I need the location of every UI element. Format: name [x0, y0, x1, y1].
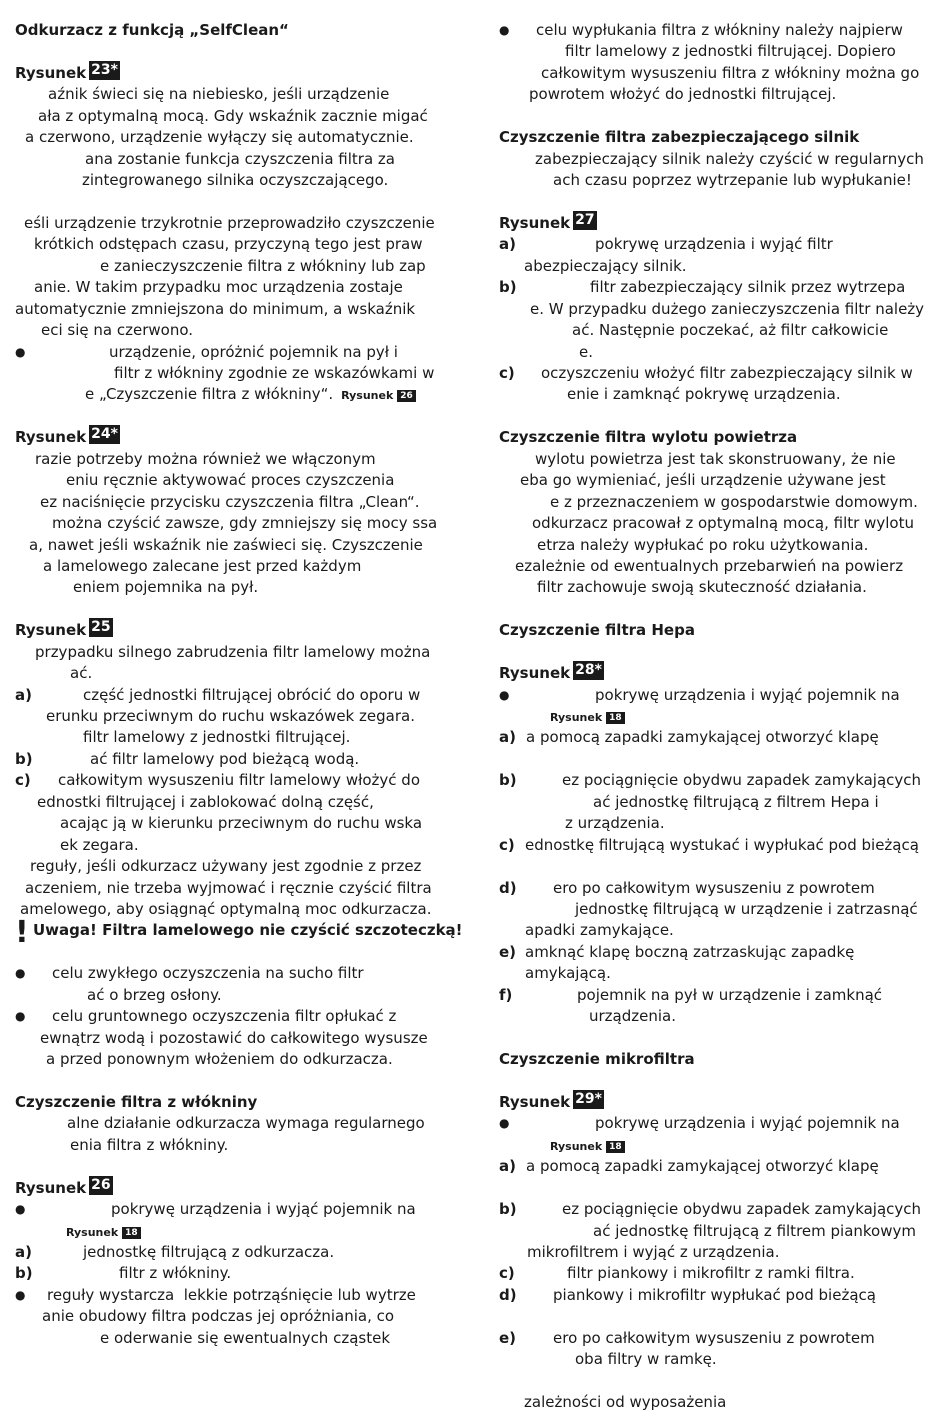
paragraph-text: jednostkę filtrującą w urządzenie i zatrzasnąć	[575, 899, 918, 918]
paragraph-text: ana zostanie funkcja czyszczenia filtra za	[85, 149, 395, 168]
bullet-icon: ●	[15, 966, 26, 981]
bullet-icon: ●	[499, 23, 510, 37]
paragraph-text: eniu ręcznie aktywować proces czyszczenia	[66, 471, 395, 490]
paragraph-text: ała z optymalną mocą. Gdy wskaźnik zacznie migać	[38, 106, 428, 125]
inline-figure-badge: 18	[606, 1141, 625, 1153]
step-text: amknąć klapę boczną zatrzaskując zapadkę	[525, 942, 855, 961]
step-label: a)	[15, 1242, 32, 1261]
step-item	[499, 1156, 939, 1177]
step-item	[499, 1199, 939, 1220]
step-label: e)	[499, 1328, 517, 1347]
text-line	[15, 256, 455, 277]
figure-number-badge: 25	[91, 619, 111, 636]
paragraph-text: e.	[579, 342, 593, 361]
paragraph-text: e. W przypadku dużego zanieczyszczenia filtr należy	[530, 299, 925, 318]
step-item	[499, 985, 939, 1006]
spacer	[499, 1028, 939, 1049]
figure-reference	[499, 1092, 939, 1113]
paragraph-text: e zanieczyszczenie filtra z włókniny lub zap	[100, 256, 426, 275]
figure-reference	[15, 427, 455, 448]
warning-line	[15, 915, 463, 951]
paragraph-text: a lamelowego zalecane jest przed każdym	[43, 556, 362, 575]
text-line	[15, 384, 455, 405]
paragraph-text: z urządzenia.	[565, 814, 665, 833]
bullet-icon: ●	[15, 344, 26, 359]
step-item	[499, 1328, 939, 1349]
paragraph-text: apadki zamykające.	[525, 921, 674, 940]
text-line	[499, 492, 939, 513]
text-line	[15, 234, 455, 255]
text-line	[499, 384, 939, 405]
warning-icon: !	[15, 915, 29, 951]
step-text: a pomocą zapadki zamykającej otworzyć klapę	[526, 1157, 879, 1176]
section-heading	[499, 427, 939, 448]
text-line	[499, 41, 939, 62]
text-line	[15, 835, 455, 856]
paragraph-text: oba filtry w ramkę.	[575, 1350, 717, 1369]
step-item	[499, 363, 939, 384]
step-label: b)	[15, 749, 33, 768]
step-text: ać filtr lamelowy pod bieżącą wodą.	[90, 749, 360, 768]
paragraph-text: ać o brzeg osłony.	[87, 985, 222, 1004]
step-label: a)	[499, 235, 516, 254]
paragraph-text: ać jednostkę filtrującą z filtrem piankowym	[593, 1221, 916, 1240]
paragraph-text: można czyścić zawsze, gdy zmniejszy się mocy ssa	[52, 514, 438, 533]
text-line	[499, 813, 939, 834]
paragraph-text: ek zegara.	[60, 835, 139, 854]
spacer	[499, 749, 939, 770]
figure-reference	[15, 1178, 455, 1199]
text-line	[499, 84, 939, 105]
paragraph-text: zintegrowanego silnika oczyszczającego.	[82, 171, 389, 190]
text-line	[499, 1242, 939, 1263]
section-heading	[499, 1049, 939, 1070]
inline-figure-badge: 26	[397, 390, 416, 402]
spacer	[499, 1178, 939, 1199]
step-item	[15, 770, 455, 791]
step-text: ednostkę filtrującą wystukać i wypłukać pod bieżącą	[525, 835, 919, 854]
figure-number-badge: 24*	[91, 426, 118, 443]
paragraph-text: e z przeznaczeniem w gospodarstwie domowym.	[550, 492, 918, 511]
text-line	[15, 1306, 455, 1327]
paragraph-text: amelowego, aby osiągnąć optymalną moc odkurzacza.	[20, 899, 432, 918]
paragraph-text: ednostki filtrującej i zablokować dolną część,	[37, 792, 374, 811]
step-text: ero po całkowitym wysuszeniu z powrotem	[553, 878, 875, 897]
text-line	[499, 1135, 939, 1156]
text-line	[499, 170, 939, 191]
paragraph-text: amykającą.	[525, 964, 611, 983]
section-heading	[15, 20, 455, 41]
step-label: a)	[499, 728, 516, 747]
paragraph-text: a, nawet jeśli wskaźnik nie zaświeci się. Czyszczenie	[29, 535, 423, 554]
text-line	[15, 1113, 455, 1134]
text-line	[15, 170, 455, 191]
figure-number-badge: 28*	[575, 662, 602, 679]
bullet-item	[15, 1006, 455, 1027]
step-text: piankowy i mikrofiltr wypłukać pod bieżącą	[553, 1285, 876, 1304]
text-line	[499, 1349, 939, 1370]
inline-figure-label: Rysunek	[341, 389, 394, 403]
text-line	[15, 1221, 455, 1242]
text-line	[15, 878, 455, 899]
step-label: d)	[499, 1285, 517, 1304]
text-line	[499, 256, 939, 277]
warning-text: Uwaga! Filtra lamelowego nie czyścić szczoteczką!	[33, 921, 463, 940]
text-line	[499, 320, 939, 341]
figure-reference	[15, 63, 455, 84]
step-text: pojemnik na pył w urządzenie i zamknąć	[577, 985, 883, 1004]
step-label: b)	[499, 1200, 517, 1219]
figure-number-badge: 29*	[575, 1090, 602, 1107]
section-heading	[499, 620, 939, 641]
spacer	[15, 1156, 455, 1177]
figure-reference	[499, 213, 939, 234]
spacer	[499, 192, 939, 213]
text-line	[15, 813, 455, 834]
paragraph-text: filtr lamelowy z jednostki filtrującej. Dopiero	[565, 42, 896, 61]
paragraph-text: odkurzacz pracował z optymalną mocą, filtr wylotu	[532, 514, 914, 533]
section-heading-text: Odkurzacz z funkcją „SelfClean“	[15, 21, 289, 39]
step-label: b)	[499, 278, 517, 297]
step-label: c)	[499, 364, 515, 382]
paragraph-text: erunku przeciwnym do ruchu wskazówek zegara.	[46, 707, 415, 725]
text-line	[15, 470, 455, 491]
spacer	[15, 942, 455, 963]
paragraph-text: całkowitym wysuszeniu filtra z włókniny można go	[541, 63, 920, 82]
step-label: f)	[499, 985, 513, 1004]
paragraph-text: eśli urządzenie trzykrotnie przeprowadziło czyszczenie	[24, 213, 435, 232]
inline-figure-label: Rysunek	[550, 711, 603, 724]
text-line	[15, 127, 455, 148]
step-item	[499, 234, 939, 255]
text-line	[499, 535, 939, 556]
paragraph-text: ez naciśnięcie przycisku czyszczenia filtra „Clean“.	[40, 492, 420, 511]
bullet-item	[499, 1113, 939, 1134]
text-line	[15, 792, 455, 813]
spacer	[15, 406, 455, 427]
text-line	[15, 106, 455, 127]
text-line	[15, 535, 455, 556]
figure-label: Rysunek	[499, 1092, 571, 1111]
step-item	[499, 1263, 939, 1284]
step-text: oczyszczeniu włożyć filtr zabezpieczający silnik w	[541, 364, 913, 382]
step-text: część jednostki filtrującej obrócić do oporu w	[83, 685, 421, 704]
paragraph-text: przypadku silnego zabrudzenia filtr lamelowy można	[35, 642, 431, 661]
paragraph-text: a czerwono, urządzenie wyłączy się automatycznie.	[25, 128, 414, 147]
bullet-text: celu wypłukania filtra z włókniny należy najpierw	[536, 21, 903, 39]
text-line	[499, 577, 939, 598]
paragraph-text: aczeniem, nie trzeba wyjmować i ręcznie czyścić filtra	[25, 878, 432, 897]
inline-figure-label: Rysunek	[550, 1139, 603, 1153]
spacer	[15, 41, 455, 62]
inline-figure-reference	[550, 1135, 625, 1157]
figure-label: Rysunek	[15, 1178, 87, 1197]
figure-label: Rysunek	[499, 213, 571, 232]
paragraph-text: mikrofiltrem i wyjąć z urządzenia.	[527, 1242, 780, 1261]
section-heading-text: Czyszczenie filtra Hepa	[499, 621, 695, 640]
paragraph-text: reguły, jeśli odkurzacz używany jest zgodnie z przez	[30, 857, 422, 876]
text-line	[15, 856, 455, 877]
section-heading	[15, 1092, 455, 1113]
paragraph-text: filtr z włókniny zgodnie ze wskazówkami w	[114, 364, 435, 382]
spacer	[499, 856, 939, 877]
paragraph-with-reference	[85, 384, 416, 406]
inline-figure-badge: 18	[606, 712, 625, 724]
step-item	[499, 770, 939, 791]
figure-label: Rysunek	[499, 664, 571, 683]
left-column	[15, 20, 463, 1349]
paragraph-text: urządzenia.	[589, 1007, 676, 1026]
figure-reference	[15, 620, 455, 641]
inline-figure-reference	[66, 1221, 141, 1243]
text-line	[499, 63, 939, 84]
paragraph-text: etrza należy wypłukać po roku użytkowania.	[537, 535, 869, 554]
paragraph-text: ać.	[70, 664, 93, 683]
bullet-text: urządzenie, opróżnić pojemnik na pył i	[109, 342, 398, 361]
step-item	[499, 942, 939, 963]
section-heading-text: Czyszczenie mikrofiltra	[499, 1050, 695, 1068]
text-line	[15, 277, 455, 298]
paragraph-text: eci się na czerwono.	[41, 321, 194, 340]
figure-number-badge: 27	[575, 211, 595, 228]
inline-figure-reference	[550, 706, 625, 728]
spacer	[499, 406, 939, 427]
bullet-text: celu gruntownego oczyszczenia filtr opłukać z	[52, 1007, 397, 1026]
section-heading	[499, 127, 939, 148]
text-line	[15, 706, 455, 727]
bullet-text: pokrywę urządzenia i wyjąć pojemnik na	[595, 1114, 900, 1133]
step-label: b)	[499, 771, 517, 790]
step-label: b)	[15, 1264, 33, 1283]
step-item	[15, 1263, 455, 1284]
step-text: a pomocą zapadki zamykającej otworzyć klapę	[526, 728, 879, 747]
paragraph-text: eniem pojemnika na pył.	[73, 578, 259, 597]
step-text: filtr zabezpieczający silnik przez wytrzepa	[590, 278, 906, 297]
paragraph-text: enia filtra z włókniny.	[70, 1135, 229, 1154]
spacer	[499, 1070, 939, 1091]
paragraph-text: anie obudowy filtra podczas jej opróżniania, co	[42, 1307, 395, 1326]
spacer	[15, 599, 455, 620]
text-line	[15, 513, 455, 534]
figure-label: Rysunek	[15, 63, 87, 82]
text-line	[15, 1328, 455, 1349]
figure-number-badge: 23*	[91, 61, 118, 78]
text-line	[15, 449, 455, 470]
text-line	[499, 963, 939, 984]
figure-reference	[499, 663, 939, 684]
paragraph-text: ach czasu poprzez wytrzepanie lub wypłukanie!	[553, 171, 912, 190]
paragraph-text: ać. Następnie poczekać, aż filtr całkowicie	[572, 321, 889, 340]
text-line	[499, 920, 939, 941]
text-line	[15, 84, 455, 105]
step-label: d)	[499, 878, 517, 897]
step-item	[15, 749, 455, 770]
text-line	[15, 363, 455, 384]
paragraph-text: filtr zachowuje swoją skuteczność działania.	[537, 578, 867, 597]
section-heading-text: Czyszczenie filtra zabezpieczającego silnik	[499, 128, 860, 147]
step-label: c)	[499, 835, 515, 854]
paragraph-text: a przed ponownym włożeniem do odkurzacza.	[46, 1050, 393, 1068]
step-label: e)	[499, 942, 517, 961]
step-text: filtr z włókniny.	[119, 1264, 232, 1283]
text-line	[15, 1049, 455, 1070]
step-label: c)	[15, 771, 31, 790]
text-line	[499, 706, 939, 727]
bullet-icon: ●	[499, 1116, 510, 1131]
right-column	[499, 20, 939, 1413]
inline-figure-badge: 18	[122, 1227, 141, 1239]
text-line	[499, 1006, 939, 1027]
text-line	[15, 577, 455, 598]
text-line	[499, 149, 939, 170]
section-heading-text: Czyszczenie filtra wylotu powietrza	[499, 428, 798, 447]
spacer	[15, 1070, 455, 1091]
bullet-item	[499, 685, 939, 706]
paragraph-text: abezpieczający silnik.	[524, 256, 687, 275]
step-item	[499, 878, 939, 899]
text-line	[15, 1135, 455, 1156]
step-item	[15, 685, 455, 706]
inline-figure-label: Rysunek	[66, 1225, 119, 1239]
text-line	[499, 449, 939, 470]
text-line	[499, 513, 939, 534]
spacer	[499, 1306, 939, 1327]
text-line	[15, 213, 455, 234]
step-text: ero po całkowitym wysuszeniu z powrotem	[553, 1328, 875, 1347]
text-line	[15, 1028, 455, 1049]
paragraph-text: enie i zamknąć pokrywę urządzenia.	[567, 385, 841, 404]
bullet-text: pokrywę urządzenia i wyjąć pojemnik na	[595, 685, 900, 704]
paragraph-text: aźnik świeci się na niebiesko, jeśli urządzenie	[48, 85, 390, 104]
figure-label: Rysunek	[15, 428, 87, 447]
bullet-text: pokrywę urządzenia i wyjąć pojemnik na	[111, 1200, 416, 1219]
paragraph-text: zależności od wyposażenia	[524, 1393, 727, 1411]
text-line	[15, 899, 455, 920]
step-item	[15, 1242, 455, 1263]
paragraph-text: e „Czyszczenie filtra z włókniny“.	[85, 385, 334, 404]
paragraph-text: acając ją w kierunku przeciwnym do ruchu wska	[60, 814, 423, 833]
paragraph-text: zabezpieczający silnik należy czyścić w regularnych	[535, 149, 924, 168]
step-text: ez pociągnięcie obydwu zapadek zamykających	[562, 1200, 922, 1219]
spacer	[15, 192, 455, 213]
step-item	[499, 277, 939, 298]
text-line	[499, 342, 939, 363]
bullet-item	[15, 1199, 455, 1220]
bullet-text: celu zwykłego oczyszczenia na sucho filtr	[52, 964, 364, 983]
paragraph-text: razie potrzeby można również we włączonym	[35, 449, 376, 468]
paragraph-text: ezależnie od ewentualnych przebarwień na powierz	[515, 556, 904, 575]
text-line	[499, 470, 939, 491]
text-line	[15, 492, 455, 513]
step-label: a)	[15, 685, 32, 704]
step-text: pokrywę urządzenia i wyjąć filtr	[595, 235, 833, 254]
text-line	[15, 320, 455, 341]
spacer	[499, 106, 939, 127]
text-line	[499, 556, 939, 577]
figure-label: Rysunek	[15, 621, 87, 640]
text-line	[15, 299, 455, 320]
bullet-icon: ●	[499, 687, 510, 702]
spacer	[499, 599, 939, 620]
paragraph-text: filtr lamelowy z jednostki filtrującej.	[83, 728, 351, 747]
paragraph-text: wylotu powietrza jest tak skonstruowany, że nie	[535, 449, 896, 468]
paragraph-text: ać jednostkę filtrującą z filtrem Hepa i	[593, 792, 879, 811]
text-line	[15, 985, 455, 1006]
text-line	[499, 792, 939, 813]
step-text: ez pociągnięcie obydwu zapadek zamykających	[562, 771, 922, 790]
bullet-item	[499, 20, 939, 41]
text-line	[499, 299, 939, 320]
text-line	[15, 642, 455, 663]
step-text: jednostkę filtrującą z odkurzacza.	[83, 1242, 335, 1261]
step-item	[499, 835, 939, 856]
text-line	[499, 899, 939, 920]
text-line	[15, 727, 455, 748]
step-item	[499, 1285, 939, 1306]
text-line	[499, 1392, 939, 1413]
section-heading-text: Czyszczenie filtra z włókniny	[15, 1092, 258, 1111]
bullet-text: reguły wystarcza lekkie potrząśnięcie lub wytrze	[47, 1285, 416, 1304]
paragraph-text: anie. W takim przypadku moc urządzenia zostaje	[34, 278, 403, 297]
paragraph-text: powrotem włożyć do jednostki filtrującej.	[529, 85, 837, 104]
step-text: filtr piankowy i mikrofiltr z ramki filtra.	[567, 1264, 855, 1283]
paragraph-text: e oderwanie się ewentualnych cząstek	[100, 1328, 391, 1347]
text-line	[15, 663, 455, 684]
figure-number-badge: 26	[91, 1176, 111, 1193]
paragraph-text: krótkich odstępach czasu, przyczyną tego jest praw	[34, 235, 423, 254]
bullet-item	[15, 963, 455, 984]
text-line	[15, 556, 455, 577]
paragraph-text: alne działanie odkurzacza wymaga regularnego	[67, 1114, 425, 1133]
paragraph-text: automatycznie zmniejszona do minimum, a wskaźnik	[15, 299, 416, 318]
paragraph-text: ewnątrz wodą i pozostawić do całkowitego wysusze	[40, 1028, 428, 1047]
spacer	[499, 642, 939, 663]
step-label: c)	[499, 1264, 515, 1283]
bullet-icon: ●	[15, 1287, 26, 1302]
step-item	[499, 727, 939, 748]
paragraph-text: eba go wymieniać, jeśli urządzenie używane jest	[520, 471, 886, 490]
bullet-icon: ●	[15, 1202, 26, 1217]
text-line	[499, 1221, 939, 1242]
text-line	[15, 149, 455, 170]
step-label: a)	[499, 1157, 516, 1176]
bullet-item	[15, 342, 455, 363]
step-text: całkowitym wysuszeniu filtr lamelowy włożyć do	[58, 771, 420, 790]
bullet-icon: ●	[15, 1009, 26, 1024]
bullet-item	[15, 1285, 455, 1306]
spacer	[499, 1371, 939, 1392]
